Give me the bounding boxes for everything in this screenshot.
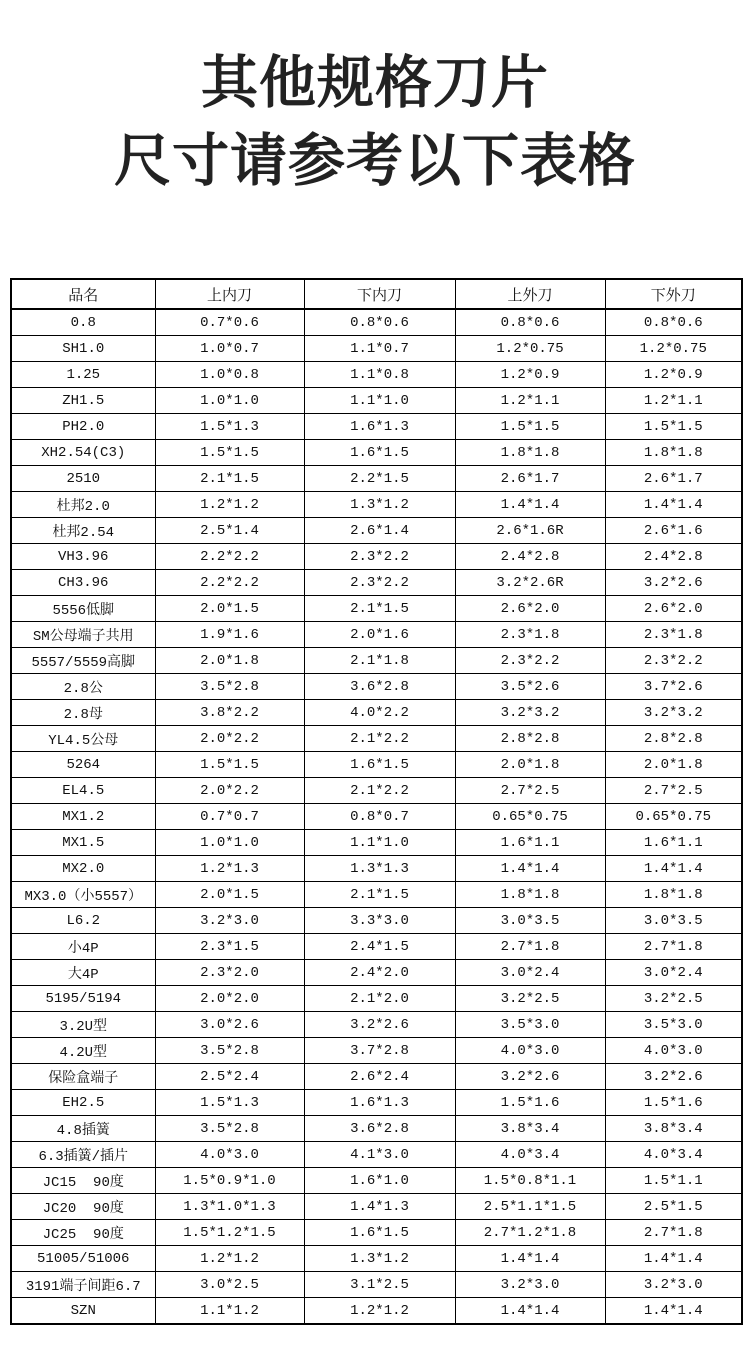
table-row (11, 882, 742, 908)
blade-size-cell: 3.1*2.5 (304, 1272, 455, 1298)
blade-size-cell: 1.5*1.5 (155, 440, 304, 466)
table-row (11, 1194, 742, 1220)
page-title-line-2: 尺寸请参考以下表格 (114, 129, 636, 193)
product-name-cell: 5264 (11, 752, 155, 778)
blade-size-cell: 3.0*3.5 (455, 908, 605, 934)
table-row (11, 1168, 742, 1194)
blade-size-cell: 3.8*2.2 (155, 700, 304, 726)
product-name-cell: 2510 (11, 466, 155, 492)
product-name-cell: JC25 90度 (11, 1220, 155, 1246)
blade-size-cell: 4.0*3.0 (155, 1142, 304, 1168)
blade-size-cell: 1.1*1.2 (155, 1298, 304, 1325)
blade-size-cell: 2.0*2.0 (155, 986, 304, 1012)
blade-size-cell: 2.4*1.5 (304, 934, 455, 960)
blade-size-cell: 1.6*1.0 (304, 1168, 455, 1194)
blade-size-cell: 2.3*2.2 (304, 544, 455, 570)
spec-table-body (11, 309, 742, 1324)
product-name-cell: 3191端子间距6.7 (11, 1272, 155, 1298)
column-header-lower-outer-blade: 下外刀 (605, 279, 742, 309)
table-row (11, 570, 742, 596)
blade-size-cell: 2.0*1.8 (605, 752, 742, 778)
blade-size-cell: 0.7*0.7 (155, 804, 304, 830)
blade-size-cell: 2.0*1.5 (155, 596, 304, 622)
table-row (11, 596, 742, 622)
table-row (11, 336, 742, 362)
blade-size-cell: 3.2*3.0 (155, 908, 304, 934)
blade-size-cell: 1.6*1.1 (455, 830, 605, 856)
product-name-cell: 2.8母 (11, 700, 155, 726)
blade-size-cell: 1.6*1.5 (304, 440, 455, 466)
blade-size-cell: 2.4*2.8 (455, 544, 605, 570)
table-row (11, 1142, 742, 1168)
blade-size-cell: 2.1*1.5 (155, 466, 304, 492)
blade-size-cell: 0.65*0.75 (605, 804, 742, 830)
table-row (11, 986, 742, 1012)
blade-size-cell: 2.6*1.6 (605, 518, 742, 544)
table-row (11, 674, 742, 700)
blade-size-cell: 0.8*0.7 (304, 804, 455, 830)
blade-size-cell: 1.2*0.9 (605, 362, 742, 388)
product-name-cell: 6.3插簧/插片 (11, 1142, 155, 1168)
blade-size-cell: 1.0*1.0 (155, 830, 304, 856)
page-title-line-1: 其他规格刀片 (201, 51, 549, 115)
blade-size-cell: 1.5*1.6 (605, 1090, 742, 1116)
blade-size-cell: 2.6*2.4 (304, 1064, 455, 1090)
product-name-cell: ZH1.5 (11, 388, 155, 414)
blade-size-cell: 0.65*0.75 (455, 804, 605, 830)
blade-size-cell: 2.8*2.8 (605, 726, 742, 752)
blade-size-cell: 1.2*1.2 (155, 492, 304, 518)
blade-size-cell: 2.7*2.5 (455, 778, 605, 804)
table-row (11, 778, 742, 804)
product-name-cell: 杜邦2.0 (11, 492, 155, 518)
blade-size-cell: 2.7*1.8 (605, 934, 742, 960)
blade-size-cell: 1.6*1.1 (605, 830, 742, 856)
blade-size-cell: 2.0*1.6 (304, 622, 455, 648)
blade-size-cell: 1.5*1.5 (455, 414, 605, 440)
product-name-cell: PH2.0 (11, 414, 155, 440)
blade-size-cell: 2.5*1.5 (605, 1194, 742, 1220)
product-name-cell: EL4.5 (11, 778, 155, 804)
product-name-cell: CH3.96 (11, 570, 155, 596)
blade-size-cell: 1.3*1.3 (304, 856, 455, 882)
blade-size-cell: 2.5*1.4 (155, 518, 304, 544)
product-name-cell: MX1.2 (11, 804, 155, 830)
blade-size-cell: 1.1*1.0 (304, 388, 455, 414)
blade-size-cell: 1.8*1.8 (455, 440, 605, 466)
blade-size-cell: 1.5*1.3 (155, 1090, 304, 1116)
product-name-cell: 5556低脚 (11, 596, 155, 622)
blade-size-cell: 2.1*2.2 (304, 778, 455, 804)
blade-size-cell: 3.2*2.6 (455, 1064, 605, 1090)
blade-size-cell: 1.6*1.5 (304, 752, 455, 778)
blade-spec-table (10, 278, 743, 1325)
blade-size-cell: 1.5*0.9*1.0 (155, 1168, 304, 1194)
column-header-upper-inner-blade: 上内刀 (155, 279, 304, 309)
blade-size-cell: 1.2*1.3 (155, 856, 304, 882)
blade-size-cell: 2.1*2.0 (304, 986, 455, 1012)
table-row (11, 309, 742, 336)
blade-size-cell: 1.2*1.2 (304, 1298, 455, 1325)
table-row (11, 440, 742, 466)
table-header-row (11, 279, 742, 309)
table-row (11, 492, 742, 518)
blade-size-cell: 2.7*2.5 (605, 778, 742, 804)
blade-size-cell: 2.7*1.8 (455, 934, 605, 960)
blade-size-cell: 3.7*2.6 (605, 674, 742, 700)
blade-size-cell: 4.0*3.0 (455, 1038, 605, 1064)
blade-size-cell: 1.6*1.3 (304, 1090, 455, 1116)
product-name-cell: JC15 90度 (11, 1168, 155, 1194)
blade-size-cell: 1.3*1.2 (304, 492, 455, 518)
blade-size-cell: 3.2*2.5 (605, 986, 742, 1012)
product-name-cell: XH2.54(C3) (11, 440, 155, 466)
blade-size-cell: 2.0*1.5 (155, 882, 304, 908)
blade-size-cell: 1.2*0.9 (455, 362, 605, 388)
blade-size-cell: 3.2*3.2 (605, 700, 742, 726)
blade-size-cell: 1.5*1.1 (605, 1168, 742, 1194)
blade-size-cell: 3.5*3.0 (605, 1012, 742, 1038)
table-row (11, 830, 742, 856)
blade-size-cell: 1.1*0.8 (304, 362, 455, 388)
blade-size-cell: 1.2*1.2 (155, 1246, 304, 1272)
blade-size-cell: 3.2*3.0 (455, 1272, 605, 1298)
blade-size-cell: 1.1*1.0 (304, 830, 455, 856)
blade-size-cell: 0.8*0.6 (304, 309, 455, 336)
blade-size-cell: 1.4*1.4 (455, 856, 605, 882)
product-name-cell: L6.2 (11, 908, 155, 934)
blade-size-cell: 1.3*1.0*1.3 (155, 1194, 304, 1220)
blade-size-cell: 2.6*1.7 (455, 466, 605, 492)
blade-size-cell: 3.0*2.4 (605, 960, 742, 986)
blade-size-cell: 1.2*0.75 (455, 336, 605, 362)
table-row (11, 414, 742, 440)
blade-size-cell: 2.5*2.4 (155, 1064, 304, 1090)
product-name-cell: MX2.0 (11, 856, 155, 882)
blade-size-cell: 2.3*1.8 (605, 622, 742, 648)
blade-size-cell: 4.0*3.4 (605, 1142, 742, 1168)
product-name-cell: MX1.5 (11, 830, 155, 856)
blade-size-cell: 2.4*2.0 (304, 960, 455, 986)
product-name-cell: 0.8 (11, 309, 155, 336)
column-header-product-name: 品名 (11, 279, 155, 309)
blade-size-cell: 1.5*0.8*1.1 (455, 1168, 605, 1194)
blade-size-cell: 4.0*2.2 (304, 700, 455, 726)
blade-size-cell: 3.2*2.6 (605, 1064, 742, 1090)
blade-size-cell: 2.4*2.8 (605, 544, 742, 570)
blade-size-cell: 3.5*2.6 (455, 674, 605, 700)
product-name-cell: SM公母端子共用 (11, 622, 155, 648)
blade-size-cell: 1.6*1.3 (304, 414, 455, 440)
blade-size-cell: 1.5*1.3 (155, 414, 304, 440)
table-row (11, 752, 742, 778)
product-name-cell: 1.25 (11, 362, 155, 388)
product-name-cell: SZN (11, 1298, 155, 1325)
table-row (11, 1090, 742, 1116)
product-name-cell: JC20 90度 (11, 1194, 155, 1220)
blade-size-cell: 1.4*1.4 (605, 856, 742, 882)
table-row (11, 1116, 742, 1142)
blade-size-cell: 2.6*2.0 (455, 596, 605, 622)
blade-size-cell: 2.6*1.6R (455, 518, 605, 544)
product-name-cell: VH3.96 (11, 544, 155, 570)
blade-size-cell: 2.0*1.8 (455, 752, 605, 778)
blade-size-cell: 1.1*0.7 (304, 336, 455, 362)
blade-size-cell: 3.5*2.8 (155, 674, 304, 700)
product-name-cell: MX3.0（小5557） (11, 882, 155, 908)
column-header-upper-outer-blade: 上外刀 (455, 279, 605, 309)
table-row (11, 1038, 742, 1064)
table-row (11, 622, 742, 648)
blade-size-cell: 4.0*3.0 (605, 1038, 742, 1064)
blade-size-cell: 3.0*2.4 (455, 960, 605, 986)
blade-size-cell: 2.5*1.1*1.5 (455, 1194, 605, 1220)
table-row (11, 518, 742, 544)
blade-size-cell: 2.8*2.8 (455, 726, 605, 752)
table-row (11, 856, 742, 882)
blade-size-cell: 4.1*3.0 (304, 1142, 455, 1168)
blade-size-cell: 2.1*1.5 (304, 596, 455, 622)
blade-size-cell: 3.5*2.8 (155, 1116, 304, 1142)
table-row (11, 700, 742, 726)
blade-size-cell: 3.0*2.6 (155, 1012, 304, 1038)
product-name-cell: 3.2U型 (11, 1012, 155, 1038)
blade-size-cell: 1.4*1.4 (455, 492, 605, 518)
product-name-cell: YL4.5公母 (11, 726, 155, 752)
blade-size-cell: 1.8*1.8 (605, 882, 742, 908)
blade-size-cell: 2.3*2.2 (605, 648, 742, 674)
blade-size-cell: 2.0*2.2 (155, 778, 304, 804)
blade-size-cell: 3.8*3.4 (455, 1116, 605, 1142)
table-row (11, 1298, 742, 1325)
product-name-cell: EH2.5 (11, 1090, 155, 1116)
blade-size-cell: 1.4*1.4 (455, 1246, 605, 1272)
blade-size-cell: 2.2*2.2 (155, 544, 304, 570)
blade-size-cell: 3.2*2.5 (455, 986, 605, 1012)
product-name-cell: 大4P (11, 960, 155, 986)
blade-size-cell: 2.1*1.5 (304, 882, 455, 908)
table-row (11, 1012, 742, 1038)
blade-size-cell: 1.2*0.75 (605, 336, 742, 362)
blade-size-cell: 1.5*1.2*1.5 (155, 1220, 304, 1246)
blade-size-cell: 2.3*2.0 (155, 960, 304, 986)
blade-size-cell: 1.6*1.5 (304, 1220, 455, 1246)
blade-size-cell: 1.2*1.1 (605, 388, 742, 414)
blade-size-cell: 1.4*1.4 (455, 1298, 605, 1325)
blade-size-cell: 2.2*1.5 (304, 466, 455, 492)
blade-size-cell: 1.5*1.6 (455, 1090, 605, 1116)
blade-size-cell: 0.8*0.6 (455, 309, 605, 336)
product-name-cell: 51005/51006 (11, 1246, 155, 1272)
product-name-cell: 5195/5194 (11, 986, 155, 1012)
product-name-cell: 5557/5559高脚 (11, 648, 155, 674)
table-row (11, 648, 742, 674)
blade-size-cell: 2.3*2.2 (455, 648, 605, 674)
blade-size-cell: 2.6*2.0 (605, 596, 742, 622)
blade-size-cell: 1.4*1.3 (304, 1194, 455, 1220)
blade-size-cell: 2.6*1.7 (605, 466, 742, 492)
blade-size-cell: 2.3*1.5 (155, 934, 304, 960)
blade-size-cell: 1.4*1.4 (605, 1298, 742, 1325)
blade-size-cell: 1.8*1.8 (605, 440, 742, 466)
table-row (11, 934, 742, 960)
table-row (11, 1064, 742, 1090)
blade-size-cell: 1.9*1.6 (155, 622, 304, 648)
blade-size-cell: 2.1*1.8 (304, 648, 455, 674)
table-row (11, 388, 742, 414)
product-name-cell: 4.2U型 (11, 1038, 155, 1064)
blade-size-cell: 1.0*0.7 (155, 336, 304, 362)
table-row (11, 804, 742, 830)
blade-size-cell: 3.2*3.0 (605, 1272, 742, 1298)
column-header-lower-inner-blade: 下内刀 (304, 279, 455, 309)
blade-size-cell: 3.3*3.0 (304, 908, 455, 934)
table-row (11, 544, 742, 570)
blade-size-cell: 1.5*1.5 (155, 752, 304, 778)
table-row (11, 908, 742, 934)
blade-size-cell: 0.8*0.6 (605, 309, 742, 336)
blade-size-cell: 1.4*1.4 (605, 492, 742, 518)
blade-size-cell: 2.7*1.8 (605, 1220, 742, 1246)
blade-size-cell: 2.0*1.8 (155, 648, 304, 674)
blade-size-cell: 2.3*2.2 (304, 570, 455, 596)
product-name-cell: 小4P (11, 934, 155, 960)
table-row (11, 1246, 742, 1272)
blade-size-cell: 3.7*2.8 (304, 1038, 455, 1064)
blade-size-cell: 3.0*3.5 (605, 908, 742, 934)
blade-size-cell: 3.2*2.6 (605, 570, 742, 596)
product-name-cell: SH1.0 (11, 336, 155, 362)
table-row (11, 726, 742, 752)
blade-size-cell: 2.6*1.4 (304, 518, 455, 544)
blade-size-cell: 2.7*1.2*1.8 (455, 1220, 605, 1246)
blade-size-cell: 2.2*2.2 (155, 570, 304, 596)
blade-size-cell: 3.5*3.0 (455, 1012, 605, 1038)
blade-size-cell: 1.2*1.1 (455, 388, 605, 414)
table-row (11, 1272, 742, 1298)
product-name-cell: 杜邦2.54 (11, 518, 155, 544)
blade-size-cell: 2.0*2.2 (155, 726, 304, 752)
blade-size-cell: 2.1*2.2 (304, 726, 455, 752)
blade-size-cell: 3.8*3.4 (605, 1116, 742, 1142)
blade-size-cell: 3.0*2.5 (155, 1272, 304, 1298)
product-name-cell: 保险盒端子 (11, 1064, 155, 1090)
blade-size-cell: 3.6*2.8 (304, 1116, 455, 1142)
blade-size-cell: 1.3*1.2 (304, 1246, 455, 1272)
blade-size-cell: 0.7*0.6 (155, 309, 304, 336)
table-row (11, 960, 742, 986)
product-name-cell: 2.8公 (11, 674, 155, 700)
blade-size-cell: 1.4*1.4 (605, 1246, 742, 1272)
blade-size-cell: 2.3*1.8 (455, 622, 605, 648)
blade-size-cell: 1.0*1.0 (155, 388, 304, 414)
blade-size-cell: 3.2*3.2 (455, 700, 605, 726)
product-name-cell: 4.8插簧 (11, 1116, 155, 1142)
blade-size-cell: 3.2*2.6R (455, 570, 605, 596)
blade-size-cell: 1.8*1.8 (455, 882, 605, 908)
table-row (11, 1220, 742, 1246)
table-row (11, 362, 742, 388)
blade-size-cell: 4.0*3.4 (455, 1142, 605, 1168)
blade-size-cell: 3.2*2.6 (304, 1012, 455, 1038)
table-row (11, 466, 742, 492)
blade-size-cell: 1.0*0.8 (155, 362, 304, 388)
blade-size-cell: 3.6*2.8 (304, 674, 455, 700)
blade-size-cell: 3.5*2.8 (155, 1038, 304, 1064)
blade-size-cell: 1.5*1.5 (605, 414, 742, 440)
page-title (0, 44, 750, 200)
